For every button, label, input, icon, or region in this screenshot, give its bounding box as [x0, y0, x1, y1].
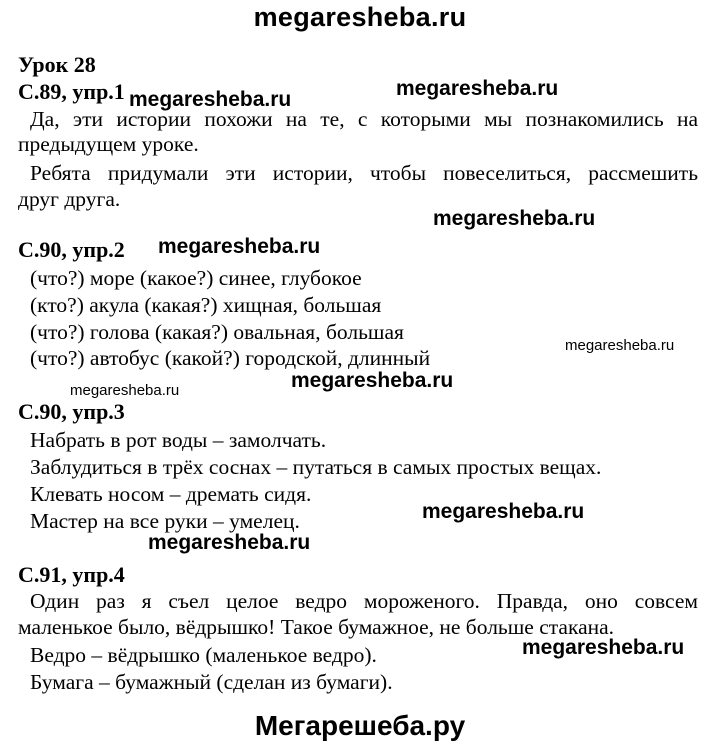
ex1-line-1: Да, эти истории похожи на те, с которыми мы познакомились на — [30, 107, 698, 131]
ex2-line-3: (что?) голова (какая?) овальная, большая — [30, 320, 404, 344]
watermark: megaresheba.ru — [158, 235, 321, 258]
ex2-line-4: (что?) автобус (какой?) городской, длинный — [30, 346, 431, 370]
ex3-line-2: Заблудиться в трёх соснах – путаться в самых простых вещах. — [30, 455, 602, 479]
ex4-line-2: маленькое было, вёдрышко! Такое бумажное, не больше стакана. — [18, 615, 615, 639]
ex4-heading: С.91, упр.4 — [18, 562, 125, 587]
site-footer: Мегарешеба.ру — [254, 710, 466, 741]
ex1-line-3: Ребята придумали эти истории, чтобы повеселиться, рассмешить — [30, 161, 698, 185]
watermark: megaresheba.ru — [433, 207, 596, 230]
ex2-heading: С.90, упр.2 — [18, 237, 125, 262]
watermark: megaresheba.ru — [422, 500, 585, 523]
watermark: megaresheba.ru — [522, 636, 685, 659]
ex1-line-2: предыдущем уроке. — [18, 132, 199, 156]
ex4-line-1: Один раз я съел целое ведро мороженого. Правда, оно совсем — [30, 589, 698, 613]
ex1-heading: С.89, упр.1 — [18, 79, 125, 104]
watermark: megaresheba.ru — [70, 382, 180, 399]
ex4-line-3: Ведро – вёдрышко (маленькое ведро). — [30, 643, 377, 667]
ex2-line-1: (что?) море (какое?) синее, глубокое — [30, 266, 362, 290]
watermark: megaresheba.ru — [129, 88, 292, 111]
watermark: megaresheba.ru — [291, 369, 454, 392]
watermark: megaresheba.ru — [148, 531, 311, 554]
ex1-line-4: друг друга. — [18, 187, 121, 211]
lesson-title: Урок 28 — [18, 52, 96, 77]
ex3-line-4: Мастер на все руки – умелец. — [30, 509, 300, 533]
ex3-line-3: Клевать носом – дремать сидя. — [30, 482, 312, 506]
ex4-line-4: Бумага – бумажный (сделан из бумаги). — [30, 670, 393, 694]
watermark: megaresheba.ru — [396, 77, 559, 100]
ex3-line-1: Набрать в рот воды – замолчать. — [30, 428, 327, 452]
ex3-heading: С.90, упр.3 — [18, 399, 125, 424]
ex2-line-2: (кто?) акула (какая?) хищная, большая — [30, 293, 382, 317]
site-header: megaresheba.ru — [253, 2, 467, 32]
watermark: megaresheba.ru — [565, 337, 675, 354]
